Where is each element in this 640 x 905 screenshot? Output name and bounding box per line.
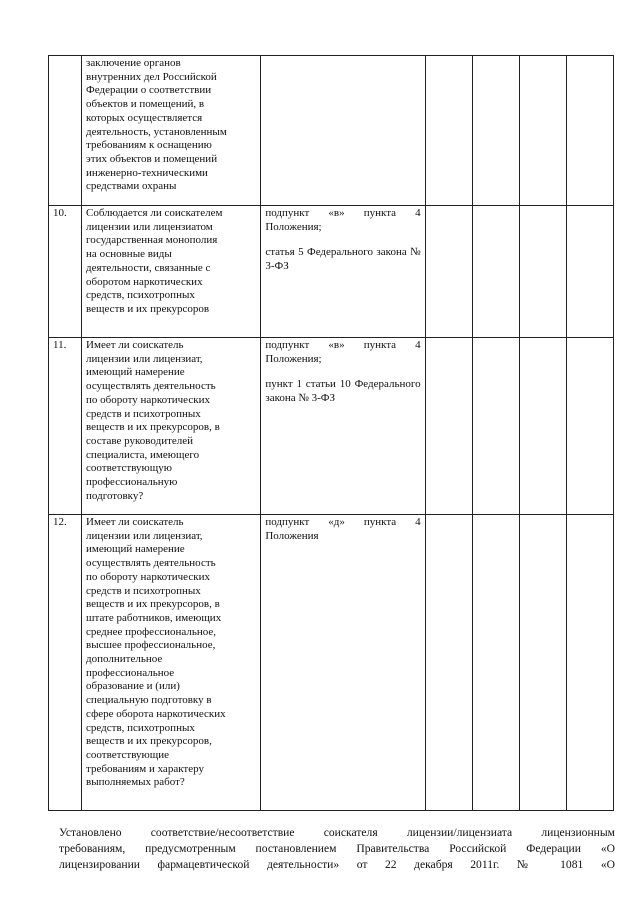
reference-cell — [261, 338, 425, 515]
notes-cell — [566, 515, 613, 811]
reference-cell — [261, 206, 425, 338]
answer-cell-yes — [425, 206, 472, 338]
conclusion-paragraph — [59, 825, 615, 874]
answer-cell-no — [472, 515, 519, 811]
answer-cell-na — [519, 515, 566, 811]
answer-cell-na — [519, 206, 566, 338]
requirements-table — [48, 55, 614, 811]
row-number: 11. — [49, 338, 82, 515]
notes-cell — [566, 338, 613, 515]
table-row — [49, 56, 614, 206]
reference-text: статья 5 Федерального закона № 3-ФЗ — [265, 246, 421, 273]
table-row — [49, 338, 614, 515]
row-number — [49, 56, 82, 206]
question-cell — [82, 515, 261, 811]
notes-cell — [566, 206, 613, 338]
question-text: заключение органов внутренних дел Российской Федерации о соответствии объектов и помещений, в которых осуществляется деятельность, установленным требованиям к оснащению этих объектов и помещений инженерно-техническими средствами охраны — [86, 57, 227, 193]
answer-cell-no — [472, 56, 519, 206]
answer-cell-na — [519, 56, 566, 206]
question-cell — [82, 56, 261, 206]
answer-cell-yes — [425, 338, 472, 515]
answer-cell-na — [519, 338, 566, 515]
table-row — [49, 515, 614, 811]
answer-cell-no — [472, 206, 519, 338]
reference-text: подпункт «в» пункта 4 Положения; — [265, 207, 421, 233]
conclusion-line: лицензировании фармацевтической деятельности» от 22 декабря 2011г. № 1081 «О — [59, 858, 615, 872]
question-cell — [82, 206, 261, 338]
table-row — [49, 206, 614, 338]
conclusion-line: Установлено соответствие/несоответствие соискателя лицензии/лицензиата лицензионным — [59, 826, 615, 839]
question-cell — [82, 338, 261, 515]
notes-cell — [566, 56, 613, 206]
reference-text: пункт 1 статьи 10 Федерального закона № 3-ФЗ — [265, 378, 421, 405]
reference-text: подпункт «д» пункта 4 Положения — [265, 516, 421, 542]
question-text: Соблюдается ли соискателем лицензии или лицензиатом государственная монополия на основные виды деятельности, связанные с оборотом наркотических средств, психотропных веществ и их прекурсоров — [86, 207, 223, 315]
reference-cell — [261, 515, 425, 811]
reference-text: подпункт «в» пункта 4 Положения; — [265, 339, 421, 365]
question-text: Имеет ли соискатель лицензии или лицензиат, имеющий намерение осуществлять деятельность по обороту наркотических средств и психотропных веществ и их прекурсоров, в штате работников, имеющих среднее профессиональное, высшее профессиональное, дополнительное профессиональное образование и (или) специальную подготовку в сфере оборота наркотических средств, психотропных веществ и их прекурсоров, соответствующие требованиям и характеру выполняемых работ? — [86, 516, 226, 789]
row-number: 10. — [49, 206, 82, 338]
conclusion-line: требованиям, предусмотренным постановлением Правительства Российской Федерации «О — [59, 842, 615, 856]
reference-cell — [261, 56, 425, 206]
row-number: 12. — [49, 515, 82, 811]
answer-cell-yes — [425, 515, 472, 811]
answer-cell-yes — [425, 56, 472, 206]
answer-cell-no — [472, 338, 519, 515]
question-text: Имеет ли соискатель лицензии или лицензиат, имеющий намерение осуществлять деятельность по обороту наркотических средств и психотропных веществ и их прекурсоров, в составе руководителей специалиста, имеющего соответствующую профессиональную подготовку? — [86, 339, 220, 502]
